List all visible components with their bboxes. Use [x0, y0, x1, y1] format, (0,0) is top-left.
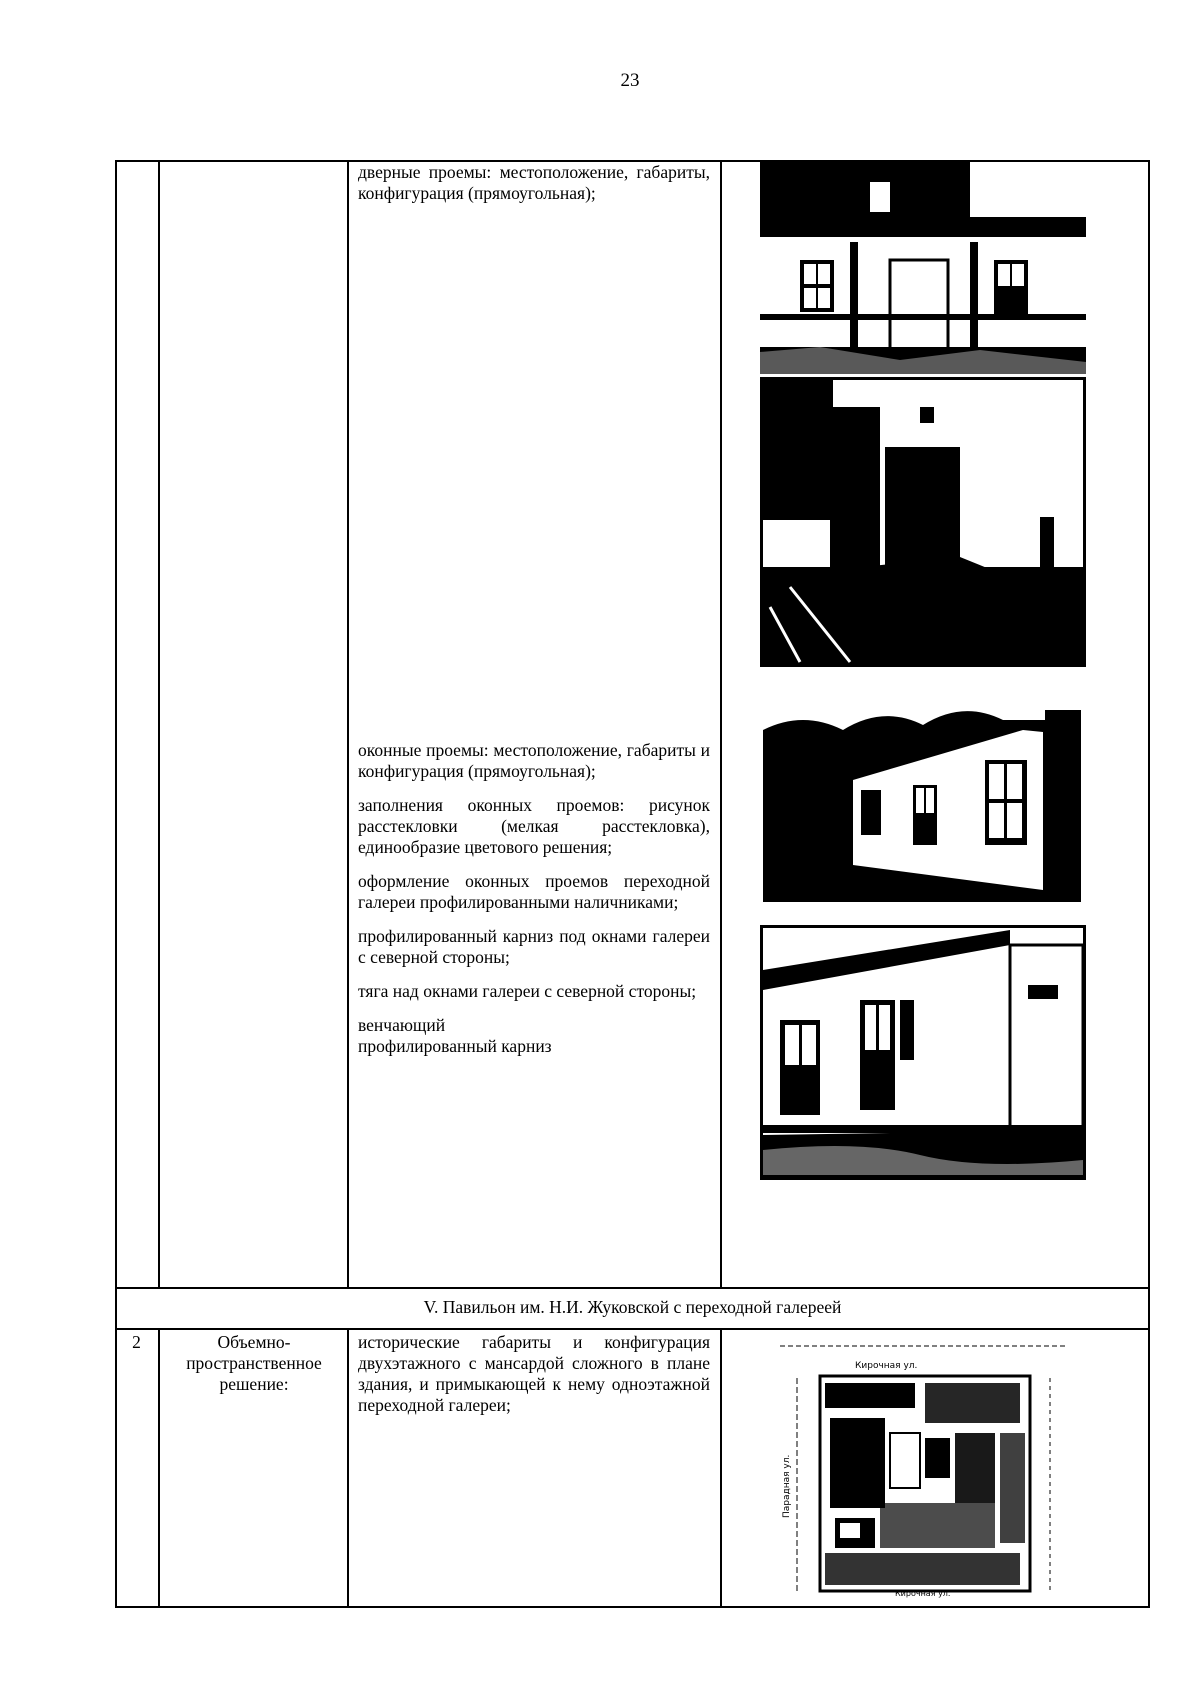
section-header: V. Павильон им. Н.И. Жуковской с переходной галереей	[423, 1297, 842, 1317]
column-divider-3	[720, 160, 722, 1289]
photo-gallery-facade	[760, 925, 1086, 1180]
row-number: 2	[132, 1332, 141, 1352]
column-divider-3-row2	[720, 1328, 722, 1608]
paragraph-window-openings: оконные проемы: местоположение, габариты и конфигурация (прямоугольная);	[358, 740, 710, 781]
photo-entrance-door	[760, 377, 1086, 667]
map-street-left: Парадная ул.	[782, 1454, 792, 1518]
paragraph-cornice-below-windows: профилированный карниз под окнами галереи с северной стороны;	[358, 926, 710, 967]
table-border-bottom	[115, 1606, 1150, 1608]
column-divider-2	[347, 160, 349, 1289]
paragraph-window-trims: оформление оконных проемов переходной галереи профилированными наличниками;	[358, 871, 710, 912]
map-street-bottom: Кирочная ул.	[895, 1589, 951, 1598]
column-divider-1-row2	[158, 1328, 160, 1608]
section-header-top-line	[115, 1287, 1150, 1289]
page-number: 23	[620, 70, 640, 91]
doors-description	[358, 162, 710, 204]
paragraph-belt-above-windows: тяга над окнами галереи с северной стороны;	[358, 981, 697, 1001]
crowning-cornice-line1: венчающий	[358, 1015, 446, 1035]
column-divider-1	[158, 160, 160, 1289]
paragraph-window-glazing: заполнения оконных проемов: рисунок расстекловки (мелкая расстекловка), единообразие цветового решения;	[358, 795, 710, 857]
category-label: Объемно-пространственное решение:	[186, 1332, 322, 1394]
map-street-top: Кирочная ул.	[855, 1361, 918, 1371]
site-plan-map	[775, 1338, 1070, 1598]
protected-elements-table	[115, 160, 1150, 1608]
doors-text: дверные проемы: местоположение, габариты, конфигурация (прямоугольная);	[358, 162, 710, 203]
photo-facade-door	[760, 162, 1086, 374]
column-divider-2-row2	[347, 1328, 349, 1608]
crowning-cornice-line2: профилированный карниз	[358, 1036, 552, 1056]
section-header-bottom-line	[115, 1328, 1150, 1330]
table-border-right	[1148, 160, 1150, 1608]
photo-gallery-windows	[763, 690, 1081, 902]
paragraph-crowning-cornice	[358, 1015, 710, 1057]
volume-description: исторические габариты и конфигурация двухэтажного с мансардой сложного в плане здания, и примыкающей к нему одноэтажной переходной галереи;	[358, 1332, 710, 1415]
windows-description	[358, 740, 710, 1057]
table-border-left	[115, 160, 117, 1608]
